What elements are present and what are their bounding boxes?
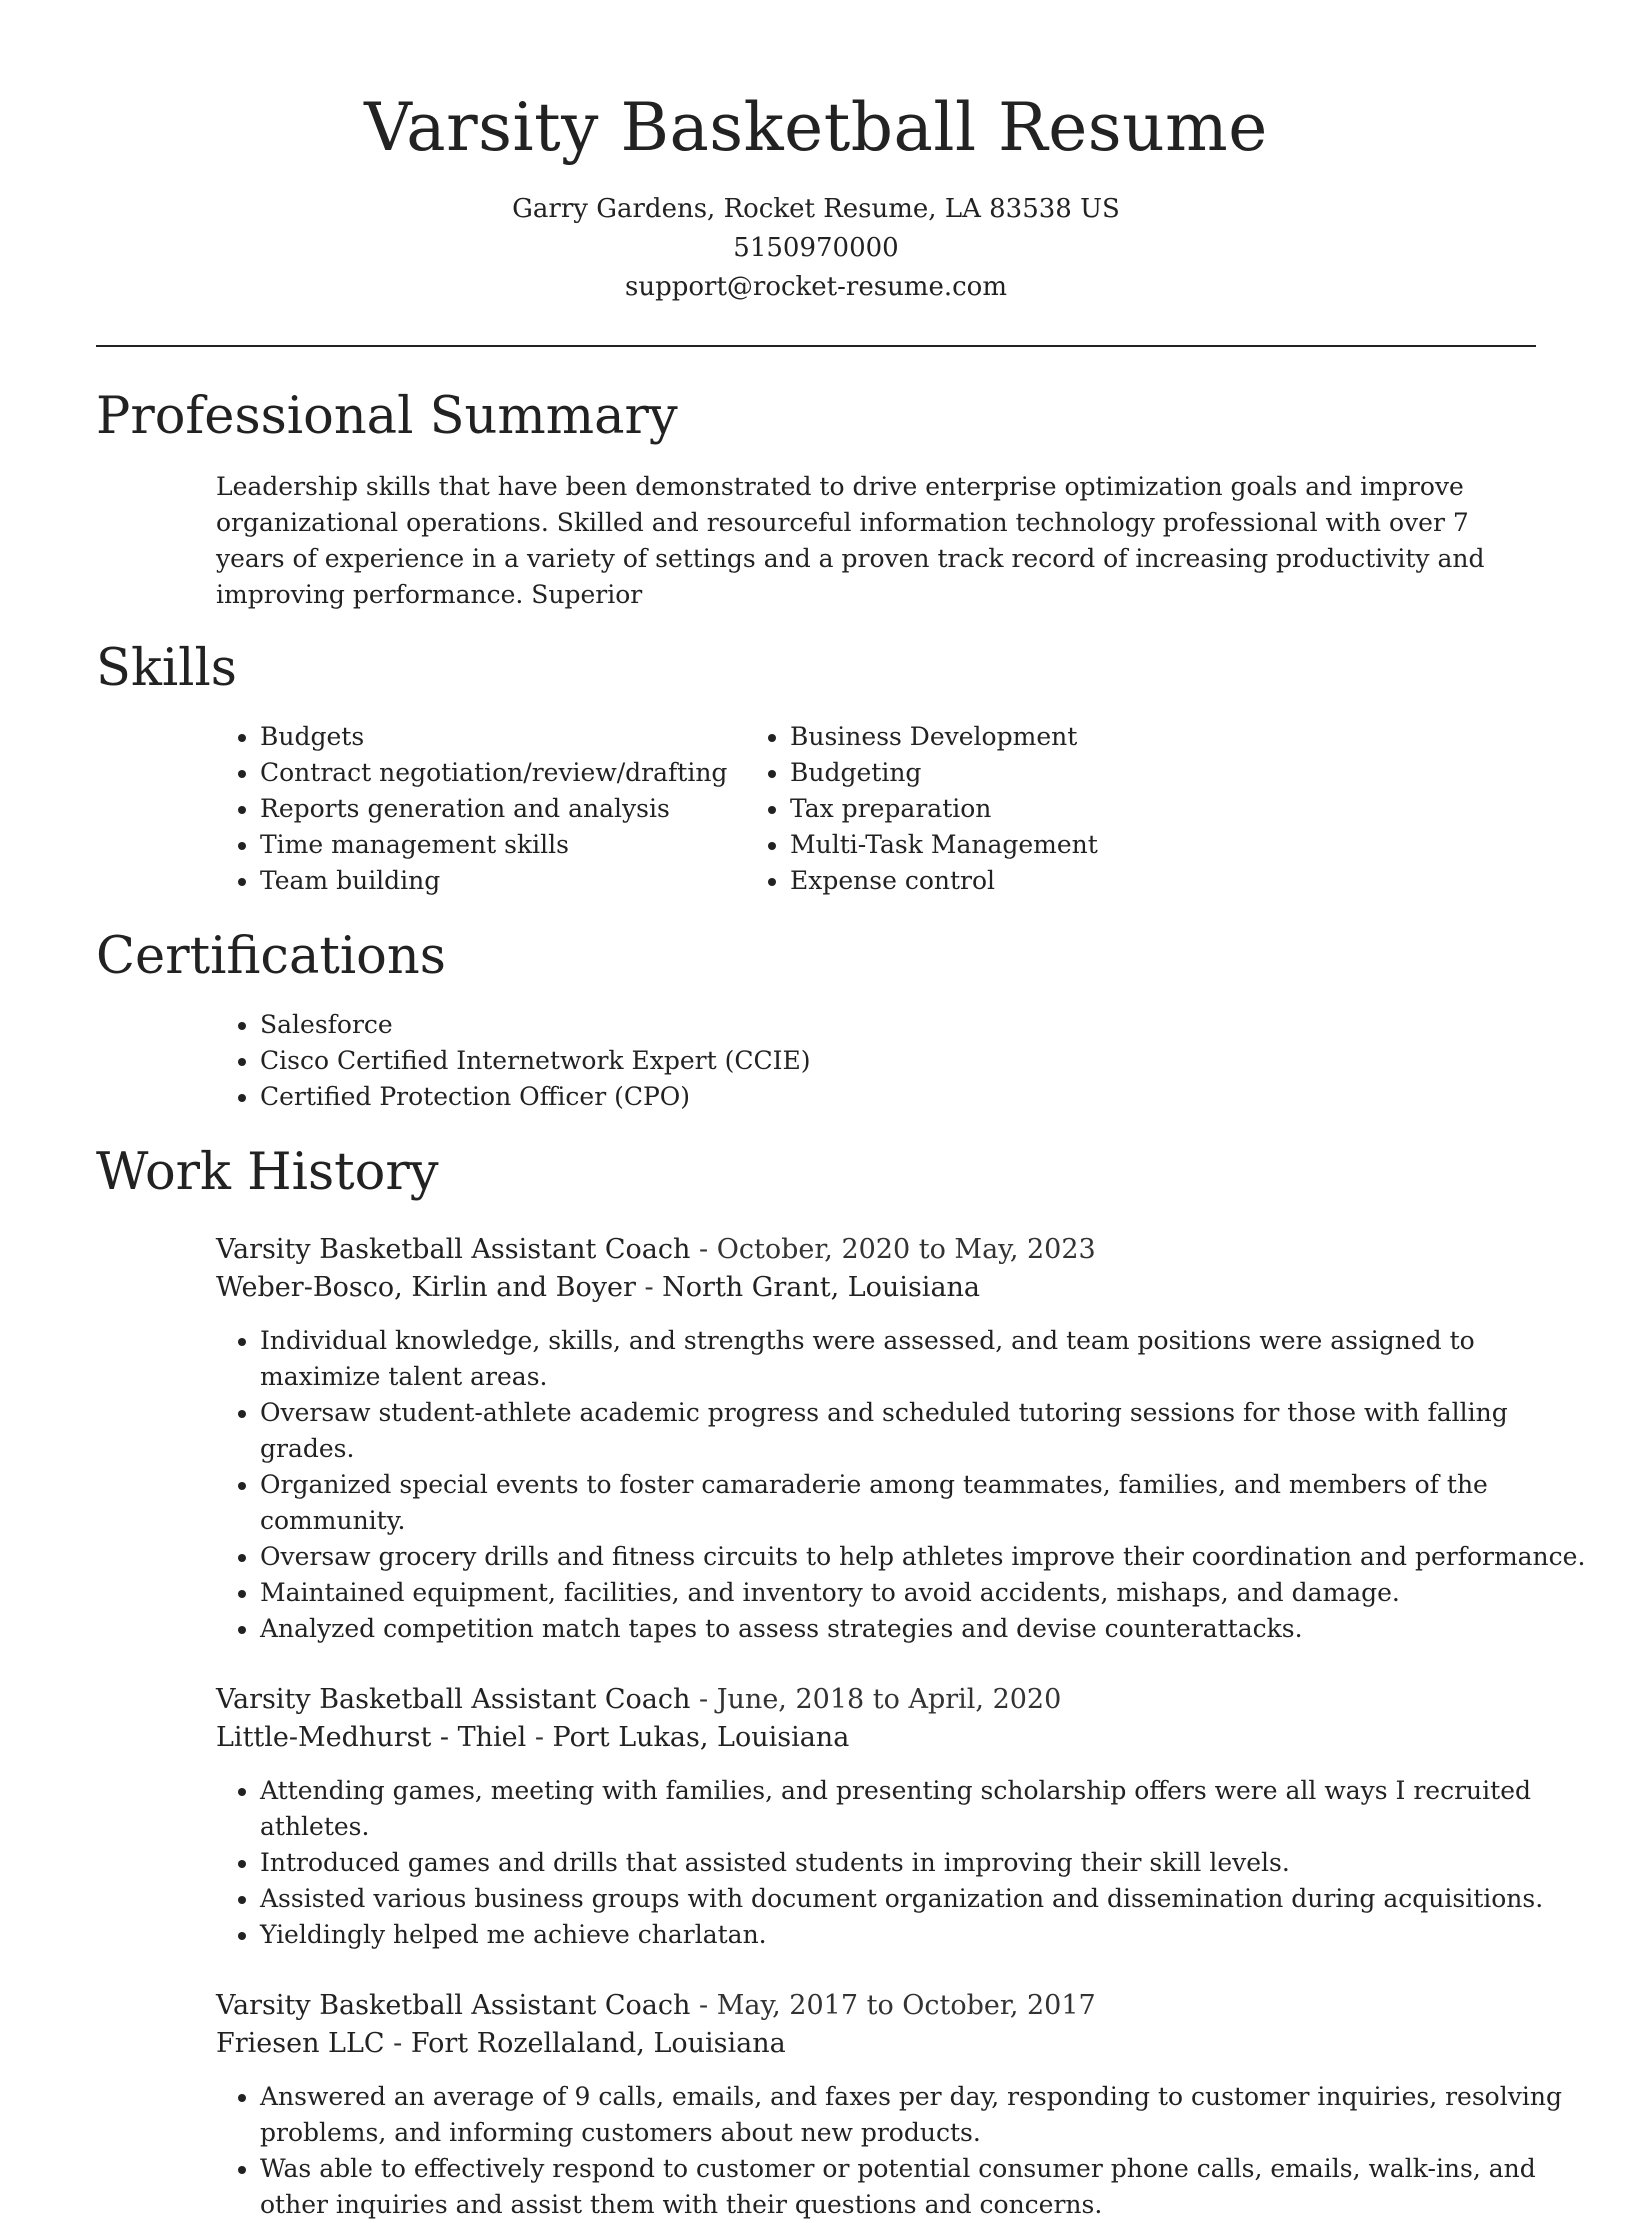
skills-column-1 — [96, 719, 746, 899]
job-title-line: Varsity Basketball Assistant Coach - June, 2018 to April, 2020 — [216, 1684, 1062, 1715]
job-bullets — [216, 1773, 1600, 1953]
job-company-line: Friesen LLC - Fort Rozellaland, Louisiana — [216, 2028, 786, 2059]
job-bullet: • Was able to effectively respond to customer or potential consumer phone calls, emails, walk-ins, and other inquiries and assist them with their questions and concerns. — [260, 2151, 1600, 2223]
resume-header — [0, 0, 1632, 307]
certification-item: • Salesforce — [260, 1007, 1536, 1043]
contact-phone: 5150970000 — [733, 233, 899, 263]
skill-item: • Team building — [260, 863, 746, 899]
contact-email: support@rocket-resume.com — [624, 272, 1007, 302]
job-bullets — [216, 2079, 1600, 2223]
certification-item: • Cisco Certified Internetwork Expert (CCIE) — [260, 1043, 1536, 1079]
job-dates: June, 2018 to April, 2020 — [716, 1684, 1062, 1715]
summary-text: Leadership skills that have been demonstrated to drive enterprise optimization goals and improve organizational operations. Skilled and resourceful information technology professional with over 7 years of experience in a variety of settings and a proven track record of increasing productivity and improving performance. Superior — [216, 472, 1485, 609]
job-bullet: • Individual knowledge, skills, and strengths were assessed, and team positions were assigned to maximize talent areas. — [260, 1323, 1600, 1395]
section-heading-work: Work History — [96, 1143, 439, 1202]
skill-item: • Multi-Task Management — [790, 827, 1276, 863]
job-company: Little-Medhurst - Thiel — [216, 1722, 527, 1753]
job-dates: May, 2017 to October, 2017 — [716, 1990, 1096, 2021]
certifications-list — [96, 1007, 1536, 1115]
skills-section — [96, 639, 1536, 899]
job-title-line: Varsity Basketball Assistant Coach - May, 2017 to October, 2017 — [216, 1990, 1096, 2021]
skill-item: • Reports generation and analysis — [260, 791, 746, 827]
professional-summary-section — [96, 387, 1536, 613]
skill-item: • Contract negotiation/review/drafting — [260, 755, 746, 791]
job-location: North Grant, Louisiana — [662, 1272, 981, 1303]
job-bullet: • Oversaw grocery drills and fitness circuits to help athletes improve their coordination and performance. — [260, 1539, 1600, 1575]
job-entry — [216, 1681, 1544, 1953]
job-company-line: Little-Medhurst - Thiel - Port Lukas, Louisiana — [216, 1722, 850, 1753]
job-bullet: • Organized special events to foster camaraderie among teammates, families, and members of the community. — [260, 1467, 1600, 1539]
job-bullet: • Assisted various business groups with document organization and dissemination during acquisitions. — [260, 1881, 1600, 1917]
skill-item: • Budgets — [260, 719, 746, 755]
section-heading-certifications: Certifications — [96, 927, 446, 986]
skill-item: • Budgeting — [790, 755, 1276, 791]
job-bullet: • Answered an average of 9 calls, emails, and faxes per day, responding to customer inquiries, resolving problems, and informing customers about new products. — [260, 2079, 1600, 2151]
job-location: Fort Rozellaland, Louisiana — [410, 2028, 786, 2059]
job-company: Friesen LLC — [216, 2028, 385, 2059]
job-entry — [216, 1987, 1562, 2223]
certifications-section — [96, 927, 1536, 1115]
skill-item: • Expense control — [790, 863, 1276, 899]
job-bullet: • Introduced games and drills that assisted students in improving their skill levels. — [260, 1845, 1600, 1881]
work-history-section — [96, 1143, 1586, 2223]
resume-title: Varsity Basketball Resume — [364, 89, 1268, 166]
job-title: Varsity Basketball Assistant Coach — [216, 1234, 691, 1265]
job-company-line: Weber-Bosco, Kirlin and Boyer - North Grant, Louisiana — [216, 1272, 981, 1303]
section-heading-summary: Professional Summary — [96, 387, 678, 446]
header-divider — [96, 345, 1536, 347]
skill-item: • Tax preparation — [790, 791, 1276, 827]
job-bullet: • Oversaw student-athlete academic progress and scheduled tutoring sessions for those with falling grades. — [260, 1395, 1600, 1467]
job-title: Varsity Basketball Assistant Coach — [216, 1990, 691, 2021]
job-title: Varsity Basketball Assistant Coach — [216, 1684, 691, 1715]
contact-block — [0, 190, 1632, 307]
resume-content — [96, 387, 1586, 2223]
certification-item: • Certified Protection Officer (CPO) — [260, 1079, 1536, 1115]
skills-columns — [96, 719, 1536, 899]
job-entry — [216, 1231, 1586, 1647]
job-location: Port Lukas, Louisiana — [552, 1722, 850, 1753]
contact-address: Garry Gardens, Rocket Resume, LA 83538 US — [512, 194, 1120, 224]
job-bullet: • Yieldingly helped me achieve charlatan. — [260, 1917, 1600, 1953]
job-title-line: Varsity Basketball Assistant Coach - October, 2020 to May, 2023 — [216, 1234, 1096, 1265]
job-bullet: • Maintained equipment, facilities, and inventory to avoid accidents, mishaps, and damage. — [260, 1575, 1600, 1611]
job-dates: October, 2020 to May, 2023 — [716, 1234, 1096, 1265]
skill-item: • Time management skills — [260, 827, 746, 863]
job-company: Weber-Bosco, Kirlin and Boyer — [216, 1272, 636, 1303]
section-heading-skills: Skills — [96, 639, 237, 698]
skills-column-2-wrap — [746, 719, 1276, 899]
job-bullet: • Attending games, meeting with families, and presenting scholarship offers were all ways I recruited athletes. — [260, 1773, 1600, 1845]
skills-column-2 — [790, 719, 1276, 899]
job-bullets — [216, 1323, 1600, 1647]
job-bullet: • Analyzed competition match tapes to assess strategies and devise counterattacks. — [260, 1611, 1600, 1647]
skill-item: • Business Development — [790, 719, 1276, 755]
